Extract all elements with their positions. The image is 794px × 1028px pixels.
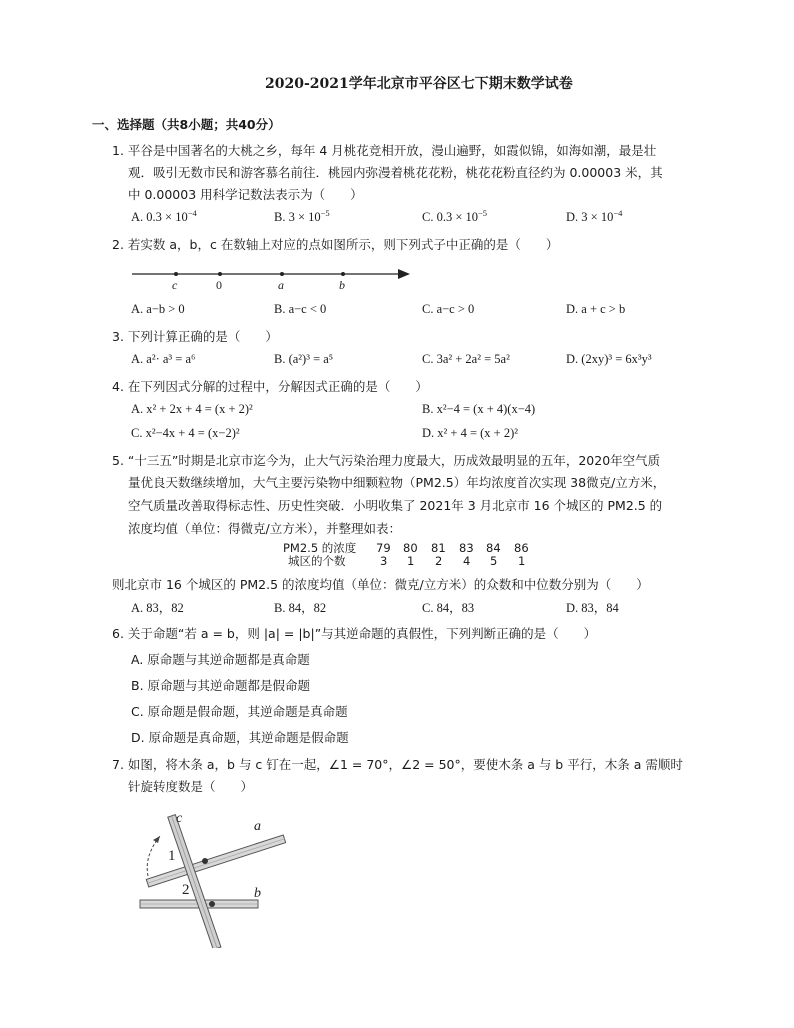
number-line-label-c: c [172,278,178,292]
q5-line3: 空气质量改善取得标志性、历史性突破．小明收集了 2021年 3 月北京市 16 个城区的 PM2.5 的 [128,498,663,513]
number-line-label-0: 0 [216,278,222,292]
q3-option-c[interactable]: C. 3a² + 2a² = 5a² [422,352,510,366]
q5-option-b[interactable]: B. 84，82 [274,601,327,615]
q4-option-c[interactable]: C. x²−4x + 4 = (x−2)² [131,426,240,440]
q2-option-d[interactable]: D. a + c > b [566,302,626,316]
q5-line4: 浓度均值（单位：得微克/立方米），并整理如表： [128,521,401,536]
table-row2-label: 城区的个数 [288,554,346,568]
q5-line2: 量优良天数继续增加，大气主要污染物中细颗粒物（PM2.5）年均浓度首次实现 38微克/立方米， [128,475,666,490]
wood-strips-figure [126,800,286,948]
table-cell: 4 [463,554,471,568]
q3-option-b[interactable]: B. (a²)³ = a⁵ [274,352,334,366]
q4-option-a[interactable]: A. x² + 2x + 4 = (x + 2)² [131,402,253,416]
nail-upper [202,858,208,864]
label-b: b [254,886,261,901]
number-line-label-b: b [339,278,345,292]
q6-option-c[interactable]: C. 原命题是假命题，其逆命题是真命题 [131,704,348,719]
q5-option-d[interactable]: D. 83，84 [566,601,619,615]
q4-line1: 4. 在下列因式分解的过程中，分解因式正确的是（ ） [112,379,428,394]
q1-line2: 观．吸引无数市民和游客慕名前往．桃园内弥漫着桃花花粉，桃花花粉直径约为 0.00003 米，其 [128,165,663,180]
q1-line1: 1. 平谷是中国著名的大桃之乡，每年 4 月桃花竞相开放，漫山遍野，如霞似锦，如海如潮，最是壮 [112,143,657,158]
number-line-label-a: a [278,278,284,292]
q5-line1: 5. “十三五”时期是北京市迄今为，止大气污染治理力度最大，历成效最明显的五年，2020年空气质 [112,453,661,468]
q1-option-c[interactable]: C. $0.3 \times 10^{-5}$ [422,207,488,224]
label-c: c [176,811,183,826]
table-cell: 86 [514,541,529,555]
q2-option-a[interactable]: A. a−b > 0 [131,302,185,316]
q6-option-a[interactable]: A. 原命题与其逆命题都是真命题 [131,652,310,667]
table-cell: 83 [459,541,474,555]
q1-option-d[interactable]: D. $3 \times 10^{-4}$ [566,207,623,224]
q5-option-a[interactable]: A. 83，82 [131,601,184,615]
table-cell: 79 [376,541,391,555]
q7-line1: 7. 如图，将木条 a，b 与 c 钉在一起，∠1 = 70°，∠2 = 50°，要使木条 a 与 b 平行，木条 a 需顺时 [112,757,683,772]
q4-option-d[interactable]: D. x² + 4 = (x + 2)² [422,426,518,440]
section-heading: 一、选择题（共8小题；共40分） [92,117,281,132]
table-cell: 2 [435,554,443,568]
q3-option-a[interactable]: A. a²· a³ = a⁶ [131,352,196,366]
q6-line1: 6. 关于命题“若 a = b，则 |a| = |b|”与其逆命题的真假性，下列判断正确的是（ ） [112,626,597,641]
number-line-figure [128,262,418,292]
q3-line1: 3. 下列计算正确的是（ ） [112,329,278,344]
table-cell: 80 [403,541,418,555]
q1-option-a[interactable]: A. $0.3 \times 10^{-4}$ [131,207,197,224]
q1-line3: 中 0.00003 用科学记数法表示为（ ） [128,187,363,202]
q5-line5: 则北京市 16 个城区的 PM2.5 的浓度均值（单位：微克/立方米）的众数和中位数分别为（ ） [112,577,649,592]
q3-option-d[interactable]: D. (2xy)³ = 6x³y³ [566,352,652,366]
q5-option-c[interactable]: C. 84，83 [422,601,475,615]
table-cell: 1 [518,554,526,568]
q4-option-b[interactable]: B. x²−4 = (x + 4)(x−4) [422,402,536,416]
table-cell: 5 [490,554,498,568]
label-1: 1 [168,848,176,864]
table-cell: 81 [431,541,446,555]
label-a: a [254,819,261,834]
label-2: 2 [182,882,190,898]
q2-option-c[interactable]: C. a−c > 0 [422,302,475,316]
table-cell: 1 [407,554,415,568]
nail-lower [209,901,215,907]
table-row1-label: PM2.5 的浓度 [283,541,357,555]
table-cell: 3 [380,554,388,568]
page-title: 2020-2021学年北京市平谷区七下期末数学试卷 [265,76,573,92]
q6-option-b[interactable]: B. 原命题与其逆命题都是假命题 [131,678,311,693]
q1-option-b[interactable]: B. $3 \times 10^{-5}$ [274,207,330,224]
q7-line2: 针旋转度数是（ ） [128,779,254,794]
q2-option-b[interactable]: B. a−c < 0 [274,302,327,316]
q6-option-d[interactable]: D. 原命题是真命题，其逆命题是假命题 [131,730,349,745]
table-cell: 84 [486,541,501,555]
q2-line1: 2. 若实数 a，b，c 在数轴上对应的点如图所示，则下列式子中正确的是（ ） [112,237,559,252]
